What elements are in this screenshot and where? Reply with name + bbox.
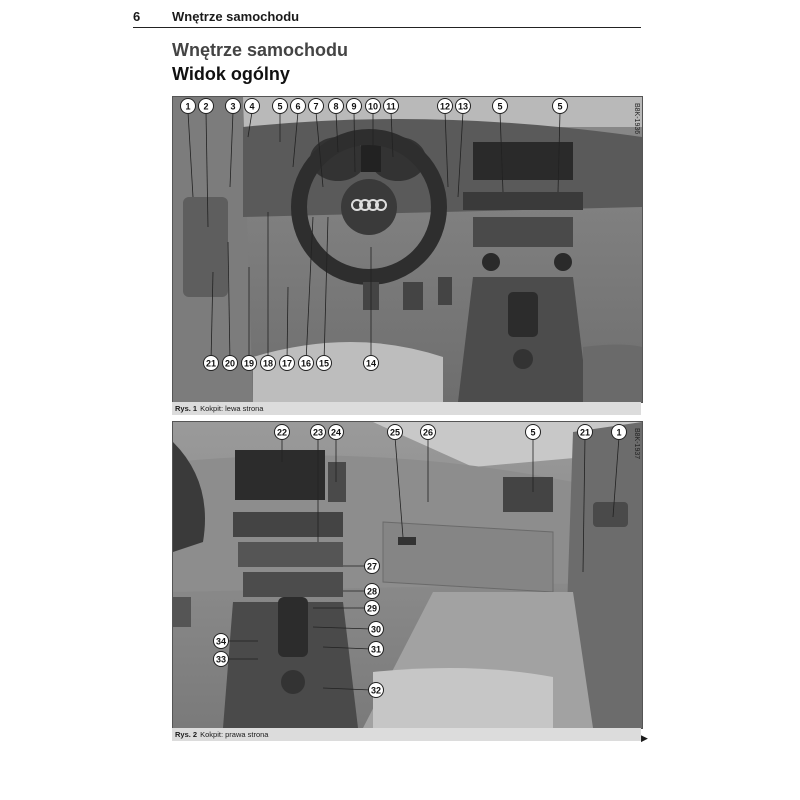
svg-text:31: 31 <box>370 644 382 655</box>
figure-2-caption <box>172 728 641 741</box>
callout-10 <box>366 99 381 114</box>
svg-text:29: 29 <box>366 603 378 614</box>
callout-2 <box>199 99 214 114</box>
svg-text:1: 1 <box>616 427 622 438</box>
svg-text:12: 12 <box>439 101 451 112</box>
callout-11 <box>384 99 399 114</box>
svg-text:25: 25 <box>389 427 401 438</box>
svg-text:19: 19 <box>243 358 255 369</box>
callout-26 <box>421 425 436 440</box>
svg-text:32: 32 <box>370 685 382 696</box>
callout-5c <box>553 99 568 114</box>
page-number: 6 <box>133 9 141 24</box>
subsection-title: Widok ogólny <box>172 64 290 84</box>
svg-text:5: 5 <box>277 101 283 112</box>
callout-18 <box>261 356 276 371</box>
callout-22 <box>275 425 290 440</box>
callout-13 <box>456 99 471 114</box>
callout-28 <box>365 584 380 599</box>
callout-30 <box>369 622 384 637</box>
svg-text:26: 26 <box>422 427 434 438</box>
callout-21-right <box>578 425 593 440</box>
svg-text:13: 13 <box>457 101 469 112</box>
callout-31 <box>369 642 384 657</box>
svg-text:34: 34 <box>215 636 227 647</box>
svg-text:14: 14 <box>365 358 377 369</box>
svg-text:30: 30 <box>370 624 382 635</box>
figure-2-code: B8K-1937 <box>633 428 640 460</box>
svg-text:10: 10 <box>367 101 379 112</box>
header-rule <box>133 27 641 28</box>
figure-1-caption-text: Kokpit: lewa strona <box>200 404 264 413</box>
svg-text:1: 1 <box>185 101 191 112</box>
section-title: Wnętrze samochodu <box>172 40 349 60</box>
running-header: Wnętrze samochodu <box>172 9 300 24</box>
svg-text:16: 16 <box>300 358 312 369</box>
callout-27 <box>365 559 380 574</box>
callout-20 <box>223 356 238 371</box>
svg-text:21: 21 <box>579 427 591 438</box>
callout-5b <box>493 99 508 114</box>
svg-text:23: 23 <box>312 427 324 438</box>
callout-1-right <box>612 425 627 440</box>
callout-21 <box>204 356 219 371</box>
callout-8 <box>329 99 344 114</box>
callout-9 <box>347 99 362 114</box>
callout-1 <box>181 99 196 114</box>
svg-text:6: 6 <box>295 101 301 112</box>
callout-23 <box>311 425 326 440</box>
svg-text:18: 18 <box>262 358 274 369</box>
callout-3 <box>226 99 241 114</box>
svg-text:33: 33 <box>215 654 227 665</box>
figure-1-code: B8K-1936 <box>633 103 640 135</box>
svg-text:15: 15 <box>318 358 330 369</box>
callout-29 <box>365 601 380 616</box>
svg-text:8: 8 <box>333 101 339 112</box>
callout-16 <box>299 356 314 371</box>
callout-14 <box>364 356 379 371</box>
figure-1-cockpit-left <box>172 96 643 403</box>
svg-text:5: 5 <box>530 427 536 438</box>
next-page-arrow-icon[interactable]: ▶ <box>641 733 648 743</box>
svg-text:21: 21 <box>205 358 217 369</box>
svg-text:27: 27 <box>366 561 378 572</box>
callout-4 <box>245 99 260 114</box>
callout-25 <box>388 425 403 440</box>
svg-text:9: 9 <box>351 101 357 112</box>
callout-12 <box>438 99 453 114</box>
callout-17 <box>280 356 295 371</box>
svg-text:24: 24 <box>330 427 342 438</box>
callout-7 <box>309 99 324 114</box>
callout-33 <box>214 652 229 667</box>
callout-5a <box>273 99 288 114</box>
svg-text:5: 5 <box>557 101 563 112</box>
callout-32 <box>369 683 384 698</box>
cockpit-right-illustration <box>173 422 642 728</box>
svg-text:17: 17 <box>281 358 293 369</box>
cockpit-left-illustration <box>173 97 642 402</box>
svg-text:5: 5 <box>497 101 503 112</box>
svg-text:11: 11 <box>386 101 396 112</box>
svg-text:20: 20 <box>224 358 236 369</box>
figure-1-caption <box>172 402 641 415</box>
figure-2-caption-text: Kokpit: prawa strona <box>200 730 269 739</box>
svg-text:4: 4 <box>249 101 255 112</box>
callout-19 <box>242 356 257 371</box>
svg-text:2: 2 <box>203 101 209 112</box>
svg-text:22: 22 <box>276 427 288 438</box>
callout-15 <box>317 356 332 371</box>
callout-24 <box>329 425 344 440</box>
callout-6 <box>291 99 306 114</box>
svg-text:7: 7 <box>313 101 319 112</box>
figure-2-cockpit-right <box>172 421 643 729</box>
callout-5 <box>526 425 541 440</box>
svg-text:3: 3 <box>230 101 236 112</box>
svg-text:28: 28 <box>366 586 378 597</box>
callout-34 <box>214 634 229 649</box>
figure-2-caption-label: Rys. 2 <box>175 730 198 739</box>
figure-1-caption-label: Rys. 1 <box>175 404 198 413</box>
